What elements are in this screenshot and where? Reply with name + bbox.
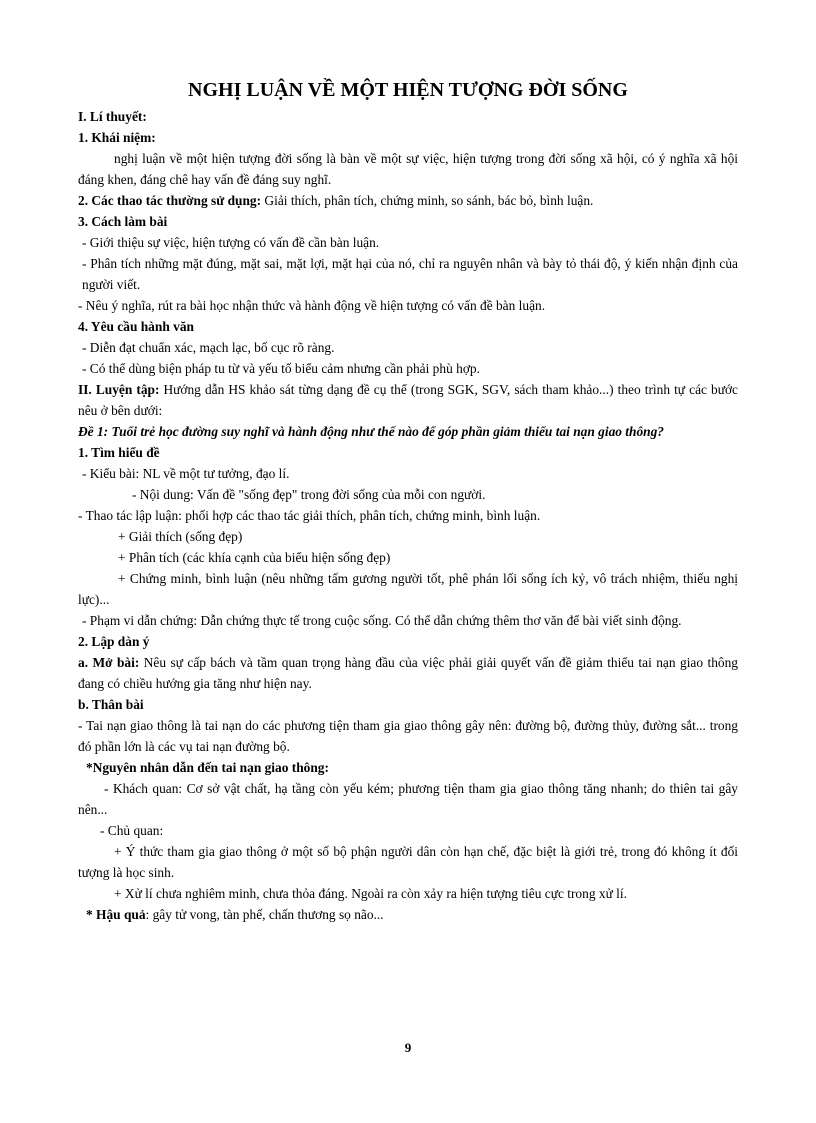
- style-item-1: - Diễn đạt chuẩn xác, mạch lạc, bố cục rõ ràng.: [82, 340, 335, 355]
- practice-label: II. Luyện tập:: [78, 382, 160, 397]
- document-page: [78, 76, 738, 925]
- method-item-1: - Giới thiệu sự việc, hiện tượng có vấn đề cần bàn luận.: [82, 235, 380, 250]
- outline-heading: 2. Lập dàn ý: [78, 634, 150, 649]
- awareness-line: + Ý thức tham gia giao thông ở một số bộ phận người dân còn hạn chế, đặc biệt là giới trẻ, trong đó không ít đối tượng là học sinh.: [78, 844, 738, 880]
- intro-text: Nêu sự cấp bách và tầm quan trọng hàng đầu của việc phải giải quyết vấn đề giảm thiểu tai nạn giao thông đang có chiều hướng gia tăng như hiện nay.: [78, 655, 738, 691]
- concept-heading: 1. Khái niệm:: [78, 130, 156, 145]
- causes-heading: *Nguyên nhân dẫn đến tai nạn giao thông:: [86, 760, 329, 775]
- style-heading: 4. Yêu cầu hành văn: [78, 319, 194, 334]
- analyze-heading: 1. Tìm hiểu đề: [78, 445, 160, 460]
- operations-paragraph: [78, 190, 738, 211]
- body-text: - Tai nạn giao thông là tai nạn do các phương tiện tham gia giao thông gây nên: đường bộ, đường thủy, đường sắt... trong đó phần lớn là các vụ tai nạn đường bộ.: [78, 718, 738, 754]
- scope-line: - Phạm vi dẫn chứng: Dẫn chứng thực tế trong cuộc sống. Có thể dẫn chứng thêm thơ văn để bài viết sinh động.: [82, 613, 682, 628]
- intro-paragraph: [78, 652, 738, 694]
- consequences-text: : gây tử vong, tàn phế, chấn thương sọ não...: [145, 907, 384, 922]
- operations-text: Giải thích, phân tích, chứng minh, so sánh, bác bỏ, bình luận.: [261, 193, 594, 208]
- section-theory-heading: I. Lí thuyết:: [78, 109, 147, 124]
- consequences-paragraph: [78, 904, 738, 925]
- concept-text: nghị luận về một hiện tượng đời sống là bàn về một sự việc, hiện tượng trong đời sống xã hội, có ý nghĩa xã hội đáng khen, đáng chê hay vấn đề đáng suy nghĩ.: [78, 151, 738, 187]
- operations-label: 2. Các thao tác thường sử dụng:: [78, 193, 262, 208]
- style-item-2: - Có thể dùng biện pháp tu từ và yếu tố biểu cảm nhưng cần phải phù hợp.: [82, 361, 480, 376]
- subjective-causes: - Chủ quan:: [100, 823, 164, 838]
- intro-label: a. Mở bài:: [78, 655, 140, 670]
- prove-line: + Chứng minh, bình luận (nêu những tấm gương người tốt, phê phán lối sống ích kỷ, vô trách nhiệm, thiếu nghị lực)...: [78, 571, 738, 607]
- practice-text: Hướng dẫn HS khảo sát từng dạng đề cụ thể (trong SGK, SGV, sách tham khảo...) theo trình tự các bước nêu ở bên dưới:: [78, 382, 738, 418]
- page-title: NGHỊ LUẬN VỀ MỘT HIỆN TƯỢNG ĐỜI SỐNG: [188, 79, 628, 101]
- objective-causes: - Khách quan: Cơ sở vật chất, hạ tầng còn yếu kém; phương tiện tham gia giao thông tăng nhanh; do thiên tai gây nên...: [78, 781, 738, 817]
- argument-line: - Thao tác lập luận: phối hợp các thao tác giải thích, phân tích, chứng minh, bình luận.: [78, 508, 541, 523]
- practice-paragraph: [78, 379, 738, 421]
- method-item-2: - Phân tích những mặt đúng, mặt sai, mặt lợi, mặt hại của nó, chỉ ra nguyên nhân và bày tỏ thái độ, ý kiến nhận định của người viết.: [82, 256, 738, 292]
- type-line: - Kiểu bài: NL về một tư tưởng, đạo lí.: [82, 466, 290, 481]
- handling-line: + Xử lí chưa nghiêm minh, chưa thỏa đáng. Ngoài ra còn xảy ra hiện tượng tiêu cực trong xử lí.: [114, 886, 627, 901]
- body-heading: b. Thân bài: [78, 697, 144, 712]
- analysis-line: + Phân tích (các khía cạnh của biểu hiện sống đẹp): [118, 550, 391, 565]
- method-item-3: - Nêu ý nghĩa, rút ra bài học nhận thức và hành động về hiện tượng có vấn đề bàn luận.: [78, 298, 546, 313]
- consequences-label: * Hậu quả: [86, 907, 146, 922]
- exercise-1-title: Đề 1: Tuổi trẻ học đường suy nghĩ và hành động như thế nào để góp phần giảm thiểu tai nạn giao thông?: [78, 424, 665, 439]
- content-line: - Nội dung: Vấn đề "sống đẹp" trong đời sống của mỗi con người.: [132, 487, 486, 502]
- page-number: 9: [404, 1040, 412, 1055]
- method-heading: 3. Cách làm bài: [78, 214, 168, 229]
- explain-line: + Giải thích (sống đẹp): [118, 529, 243, 544]
